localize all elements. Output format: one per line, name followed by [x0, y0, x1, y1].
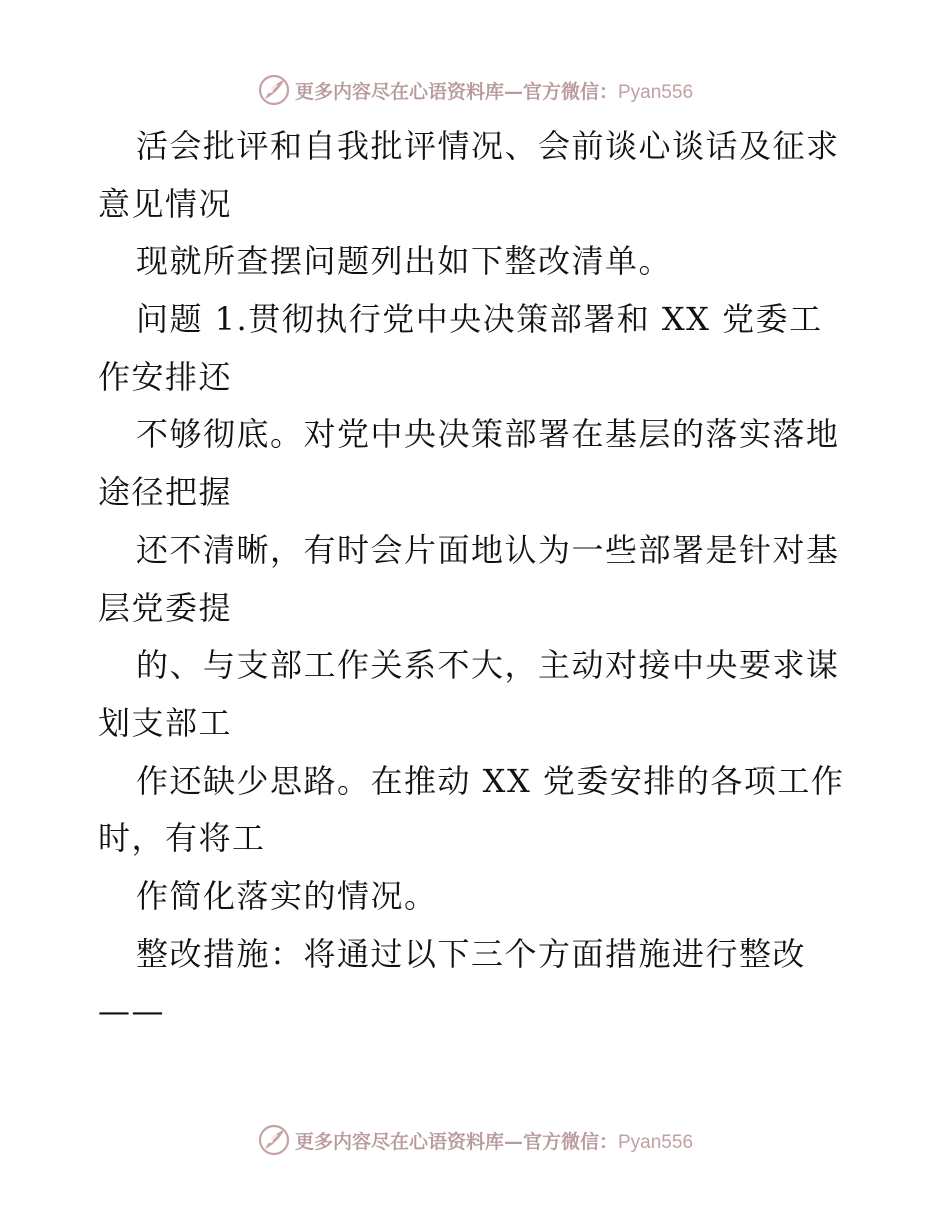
- text-line: 的、与支部工作关系不大，主动对接中央要求谋: [136, 646, 840, 685]
- text-line: 作简化落实的情况。: [136, 876, 438, 915]
- watermark-label: 更多内容尽在心语资料库—官方微信：: [294, 1130, 618, 1153]
- text-line: 作还缺少思路。在推动 XX 党委安排的各项工作: [136, 761, 845, 800]
- watermark-handle: Pyan556: [618, 81, 694, 103]
- watermark-text: [295, 1127, 693, 1154]
- text-line: 整改措施：将通过以下三个方面措施进行整改: [136, 934, 807, 973]
- text-line: 作安排还: [98, 357, 233, 396]
- text-line: 不够彻底。对党中央决策部署在基层的落实落地: [136, 415, 840, 454]
- pen-nib-logo-icon: [257, 1123, 291, 1157]
- watermark-handle: Pyan556: [618, 1131, 694, 1153]
- text-line: 途径把握: [98, 473, 233, 512]
- text-line: 现就所查摆问题列出如下整改清单。: [136, 242, 673, 281]
- text-line: 还不清晰，有时会片面地认为一些部署是针对基: [136, 530, 840, 569]
- watermark-text: [295, 77, 693, 104]
- text-line: 问题 1.贯彻执行党中央决策部署和 XX 党委工: [136, 300, 823, 339]
- header-watermark: [0, 70, 950, 110]
- text-line: 层党委提: [98, 588, 233, 627]
- pen-nib-logo-icon: [257, 73, 291, 107]
- text-line: 意见情况: [98, 184, 233, 223]
- text-line: 活会批评和自我批评情况、会前谈心谈话及征求: [136, 127, 840, 165]
- document-body: [98, 118, 858, 1041]
- text-line: ——: [98, 992, 165, 1031]
- text-line: 划支部工: [98, 703, 233, 742]
- footer-watermark: [0, 1120, 950, 1160]
- text-line: 时，有将工: [98, 819, 266, 858]
- watermark-label: 更多内容尽在心语资料库—官方微信：: [294, 80, 618, 103]
